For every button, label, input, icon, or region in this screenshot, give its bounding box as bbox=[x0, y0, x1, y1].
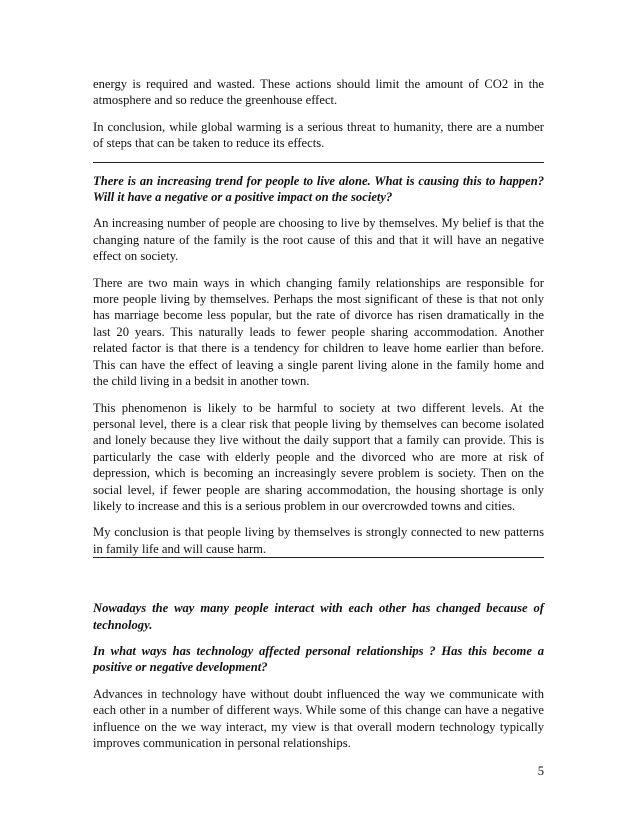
essay-question-living-alone: There is an increasing trend for people to live alone. What is causing this to happen? Will it have a negative or a positive impact on the society? bbox=[93, 173, 544, 205]
essay-question-technology: In what ways has technology affected personal relationships ? Has this become a positive or negative development? bbox=[93, 643, 544, 675]
paragraph-global-warming-conclusion: In conclusion, while global warming is a serious threat to humanity, there are a number of steps that can be taken to reduce its effects. bbox=[93, 119, 544, 151]
section-divider bbox=[93, 557, 544, 558]
section-gap bbox=[93, 568, 544, 600]
document-body bbox=[93, 76, 544, 761]
paragraph-family-relationships: There are two main ways in which changing family relationships are responsible for more people living by themselves. Perhaps the most significant of these is that not only has marriage become less popular, but the rate of divorce has risen dramatically in the last 20 years. This naturally leads to fewer people sharing accommodation. Another related factor is that there is a tendency for children to leave home earlier than before. This can have the effect of leaving a single parent living alone in the family home and the child living in a bedsit in another town. bbox=[93, 275, 544, 389]
paragraph-living-alone-intro: An increasing number of people are choosing to live by themselves. My belief is that the changing nature of the family is the root cause of this and that it will have an negative effect on society. bbox=[93, 216, 544, 264]
page-number: 5 bbox=[537, 764, 544, 778]
paragraph-technology-intro: Advances in technology have without doubt influenced the way we communicate with each other in a number of different ways. While some of this change can have a negative influence on the we way interact, my view is that overall modern technology typically improves communication in personal relationships. bbox=[93, 686, 544, 750]
essay-prompt-technology: Nowadays the way many people interact with each other has changed because of technology. bbox=[93, 601, 544, 632]
paragraph-living-alone-conclusion: My conclusion is that people living by themselves is strongly connected to new patterns in family life and will cause harm. bbox=[93, 525, 544, 556]
paragraph-harmful-effects: This phenomenon is likely to be harmful to society at two different levels. At the personal level, there is a clear risk that people living by themselves can become isolated and lonely because they live without the daily support that a family can provide. This is particularly the case with elderly people and the divorced who are more at risk of depression, which is becoming an increasingly severe problem is society. Then on the social level, if fewer people are sharing accommodation, the housing shortage is only likely to increase and this is a serious problem in our overcrowded towns and cities. bbox=[93, 400, 544, 513]
section-divider bbox=[93, 162, 544, 163]
paragraph-co2-continuation: energy is required and wasted. These actions should limit the amount of CO2 in the atmosphere and so reduce the greenhouse effect. bbox=[93, 77, 544, 108]
